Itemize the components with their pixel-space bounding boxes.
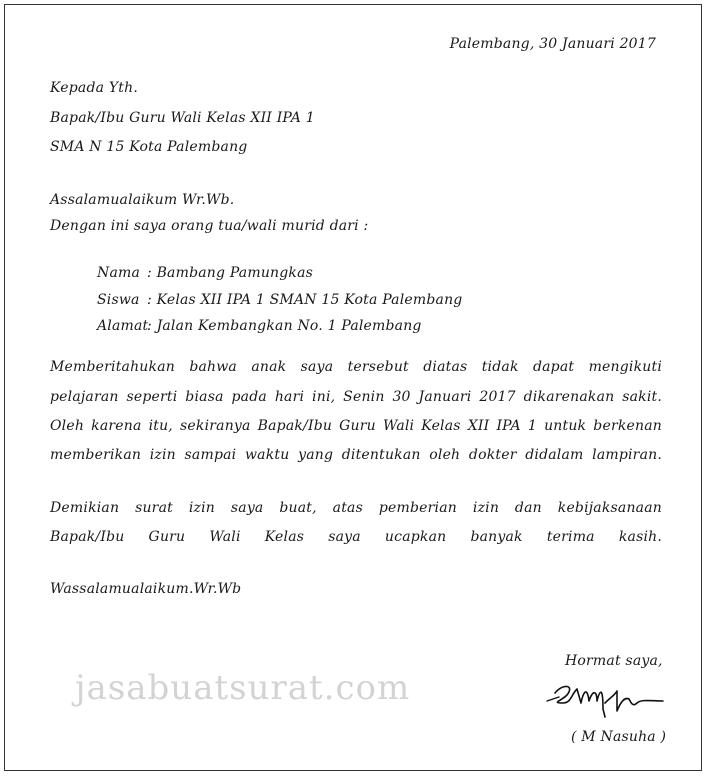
- detail-value-alamat: : Jalan Kembangkan No. 1 Palembang: [147, 318, 422, 334]
- sign-off: Hormat saya,: [565, 653, 663, 669]
- recipient-line-2: Bapak/Ibu Guru Wali Kelas XII IPA 1: [50, 110, 315, 126]
- signer-name: ( M Nasuha ): [571, 729, 667, 745]
- intro-line: Dengan ini saya orang tua/wali murid dari :: [50, 218, 369, 234]
- paragraph1-line-3: Oleh karena itu, sekiranya Bapak/Ibu Guru Wali Kelas XII IPA 1 untuk berkenan: [50, 418, 662, 434]
- paragraph2-line-1: Demikian surat izin saya buat, atas pemberian izin dan kebijaksanaan: [50, 500, 662, 516]
- detail-label-nama: Nama: [97, 265, 141, 281]
- letter-frame: [4, 4, 702, 771]
- greeting: Assalamualaikum Wr.Wb.: [50, 192, 235, 208]
- recipient-line-1: Kepada Yth.: [50, 80, 138, 96]
- watermark: jasabuatsurat.com: [75, 668, 411, 708]
- detail-label-siswa: Siswa: [97, 292, 140, 308]
- recipient-line-3: SMA N 15 Kota Palembang: [50, 139, 248, 155]
- permission-letter: [5, 5, 703, 772]
- detail-label-alamat: Alamat: [97, 318, 149, 334]
- paragraph1-line-4: memberikan izin sampai waktu yang ditentukan oleh dokter didalam lampiran.: [50, 447, 662, 463]
- closing-greeting: Wassalamualaikum.Wr.Wb: [50, 581, 242, 597]
- paragraph2-line-2: Bapak/Ibu Guru Wali Kelas saya ucapkan banyak terima kasih.: [50, 529, 662, 545]
- detail-value-siswa: : Kelas XII IPA 1 SMAN 15 Kota Palembang: [147, 292, 463, 308]
- signature-image: [541, 673, 671, 721]
- paragraph1-line-1: Memberitahukan bahwa anak saya tersebut diatas tidak dapat mengikuti: [50, 359, 662, 375]
- paragraph1-line-2: pelajaran seperti biasa pada hari ini, Senin 30 Januari 2017 dikarenakan sakit.: [50, 389, 662, 405]
- detail-value-nama: : Bambang Pamungkas: [147, 265, 314, 281]
- place-date: Palembang, 30 Januari 2017: [449, 36, 656, 52]
